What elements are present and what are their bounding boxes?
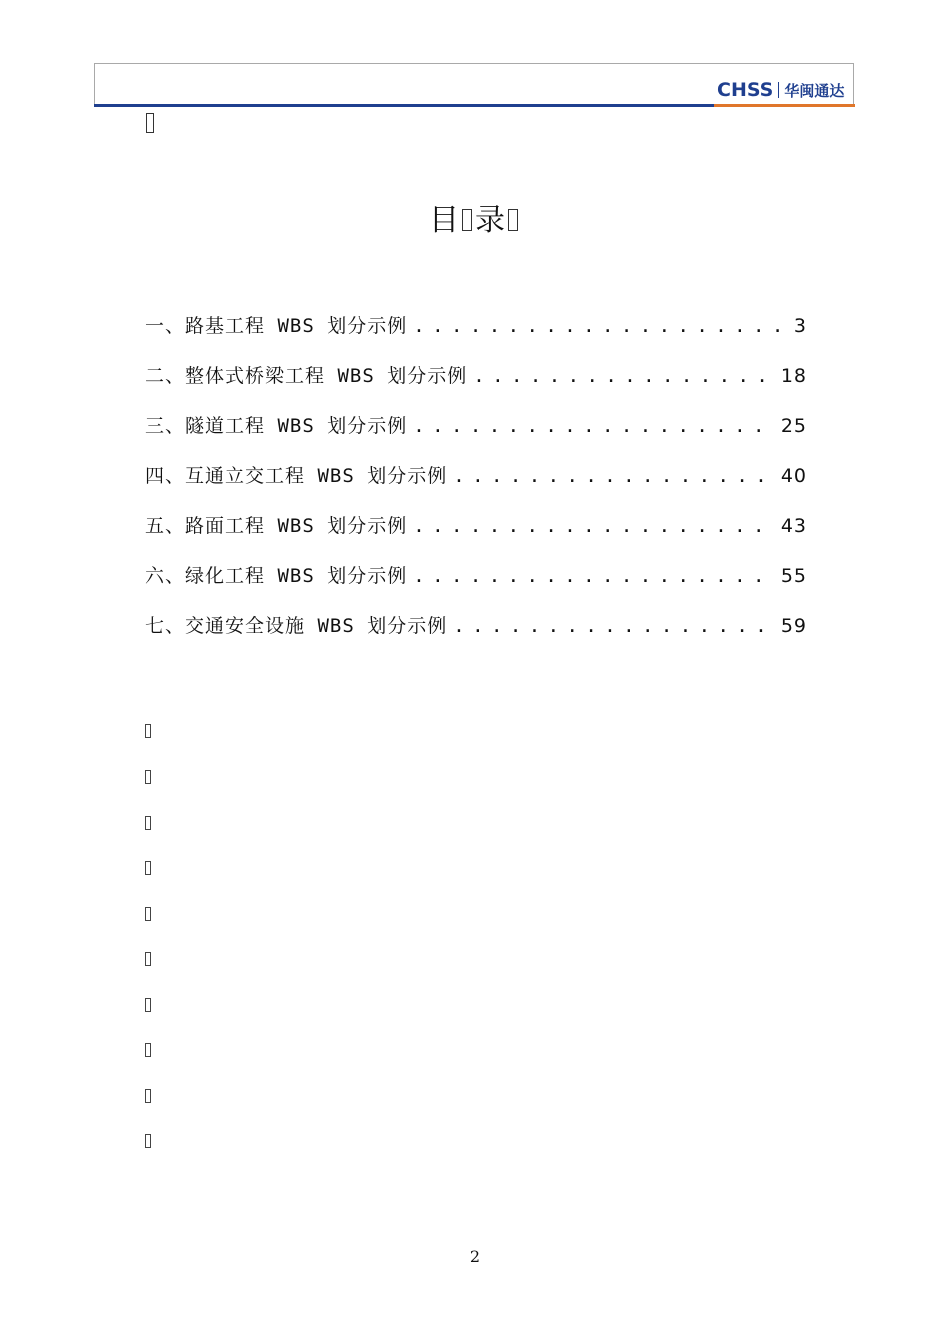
toc-entry[interactable] [145,511,807,561]
logo-chinese-name: 华闽通达 [784,81,845,100]
toc-entry[interactable] [145,561,807,611]
logo-mark: CHSS [717,79,774,101]
toc-entry-page: 43 [780,515,807,537]
toc-leader-dots [413,515,775,537]
toc-entry-label: 一、路基工程 WBS 划分示例 [145,315,408,337]
toc-entry[interactable] [145,611,807,661]
header-rule-blue [94,104,714,107]
empty-paragraph-mark [145,770,151,784]
toc-entry-page: 3 [793,315,807,337]
toc-entry-label: 七、交通安全设施 WBS 划分示例 [145,615,448,637]
missing-glyph-mark [146,113,154,133]
title-part-2: 录 [475,203,505,238]
toc-entry-page: 18 [780,365,807,387]
toc-entry-label: 五、路面工程 WBS 划分示例 [145,515,408,537]
empty-paragraph-mark [145,907,151,921]
header-rule-orange [714,104,855,107]
toc-entry-page: 25 [780,415,807,437]
logo-separator [778,82,779,98]
toc-entry-label: 四、互通立交工程 WBS 划分示例 [145,465,448,487]
toc-entry-page: 40 [780,465,807,487]
empty-paragraph-mark [145,816,151,830]
table-of-contents [145,311,807,661]
toc-entry-label: 六、绿化工程 WBS 划分示例 [145,565,408,587]
toc-leader-dots [413,565,775,587]
toc-entry-label: 三、隧道工程 WBS 划分示例 [145,415,408,437]
toc-leader-dots [413,415,775,437]
missing-glyph-mark [462,209,472,231]
toc-leader-dots [413,315,788,337]
toc-entry-label: 二、整体式桥梁工程 WBS 划分示例 [145,365,468,387]
empty-paragraph-mark [145,1134,151,1148]
company-logo [717,78,844,102]
toc-entry[interactable] [145,361,807,411]
empty-paragraph-mark [145,952,151,966]
empty-paragraph-mark [145,861,151,875]
page-title [0,195,950,239]
empty-paragraph-mark [145,724,151,738]
empty-paragraph-mark [145,1043,151,1057]
toc-leader-dots [473,365,775,387]
toc-entry[interactable] [145,461,807,511]
toc-entry-page: 55 [780,565,807,587]
toc-entry-page: 59 [780,615,807,637]
toc-entry[interactable] [145,311,807,361]
toc-leader-dots [453,465,775,487]
title-part-1: 目 [429,203,459,238]
toc-entry[interactable] [145,411,807,461]
page-number: 2 [469,1247,481,1266]
empty-paragraph-mark [145,1089,151,1103]
empty-paragraph-mark [145,998,151,1012]
missing-glyph-mark [508,209,518,231]
toc-leader-dots [453,615,775,637]
